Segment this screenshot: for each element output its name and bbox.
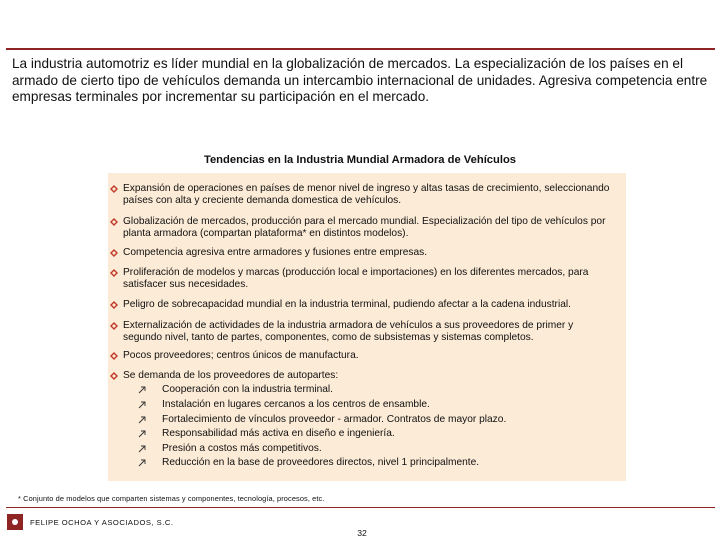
list-item-text: Se demanda de los proveedores de autopartes: [123,370,339,381]
list-item-text: Proliferación de modelos y marcas (producción local e importaciones) en los diferentes mercados, para satisfacer sus necesidades. [123,267,589,291]
list-item [110,299,610,311]
section-title: Tendencias en la Industria Mundial Armadora de Vehículos [203,154,517,166]
list-item-text: Peligro de sobrecapacidad mundial en la industria terminal, pudiendo afectar a la cadena industrial. [123,299,571,310]
list-item-text: Globalización de mercados, producción para el mercado mundial. Especialización del tipo de vehículos por planta armadora (compartan plataforma* en distintos modelos). [123,216,606,240]
footnote: * Conjunto de modelos que comparten sistemas y componentes, tecnología, procesos, etc. [18,494,325,503]
sub-list-item-text: Instalación en lugares cercanos a los centros de ensamble. [162,399,430,410]
northeast-arrow-icon [138,416,146,424]
sub-list-item [138,428,608,440]
page-number: 32 [357,528,367,538]
list-item [110,247,610,259]
list-item [110,267,610,291]
firm-name: FELIPE OCHOA Y ASOCIADOS, S.C. [30,518,174,527]
northeast-arrow-icon [138,459,146,467]
list-item-text: Expansión de operaciones en países de menor nivel de ingreso y altas tasas de crecimiento, seleccionando países con alta y creciente demanda domestica de vehículos. [123,183,610,207]
sub-list-item [138,414,608,426]
top-divider [6,48,715,50]
sub-list-item-text: Presión a costos más competitivos. [162,443,322,454]
intro-paragraph: La industria automotriz es líder mundial en la globalización de mercados. La especialización de los países en el armado de cierto tipo de vehículos demanda un intercambio internacional de unidades. Agresiva competencia entre empresas terminales por incrementar su participación en el mercado. [12,56,708,104]
northeast-arrow-icon [138,445,146,453]
list-item-text: Pocos proveedores; centros únicos de manufactura. [123,350,359,361]
diamond-bullet-icon [110,185,118,193]
diamond-bullet-icon [110,301,118,309]
firm-logo-icon [7,514,23,530]
list-item [110,320,610,344]
sub-list-item [138,384,608,396]
sub-list-item [138,443,608,455]
list-item [110,370,610,382]
sub-list-item-text: Reducción en la base de proveedores directos, nivel 1 principalmente. [162,457,480,468]
northeast-arrow-icon [138,386,146,394]
diamond-bullet-icon [110,372,118,380]
diamond-bullet-icon [110,249,118,257]
list-item-text: Externalización de actividades de la industria armadora de vehículos a sus proveedores de primer y segundo nivel, tanto de partes, componentes, como de subsistemas y sistemas completos. [123,320,574,344]
list-item [110,216,610,240]
logo-dot [12,519,18,525]
list-item [110,350,610,362]
diamond-bullet-icon [110,322,118,330]
diamond-bullet-icon [110,352,118,360]
sub-list-item [138,457,608,469]
diamond-bullet-icon [110,218,118,226]
sub-list-item [138,399,608,411]
bottom-divider [6,507,715,508]
diamond-bullet-icon [110,269,118,277]
northeast-arrow-icon [138,401,146,409]
northeast-arrow-icon [138,430,146,438]
list-item-text: Competencia agresiva entre armadores y fusiones entre empresas. [123,247,428,258]
list-item [110,183,610,207]
sub-list-item-text: Fortalecimiento de vínculos proveedor - armador. Contratos de mayor plazo. [162,414,507,425]
sub-list-item-text: Responsabilidad más activa en diseño e ingeniería. [162,428,395,439]
sub-list-item-text: Cooperación con la industria terminal. [162,384,334,395]
